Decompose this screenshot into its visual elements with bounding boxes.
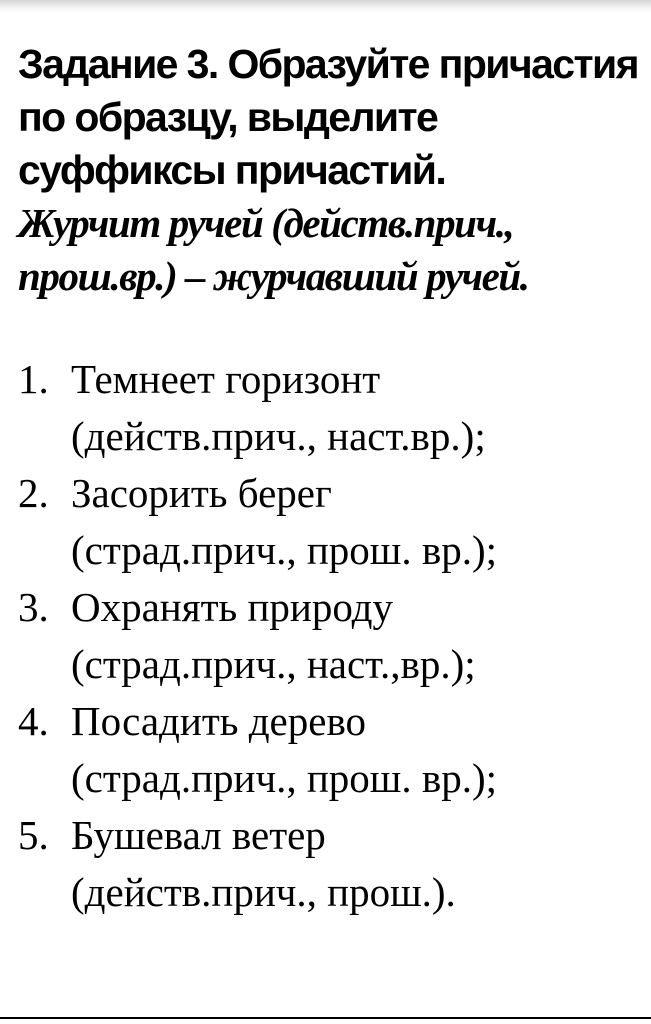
item-number: 1. [18,356,49,402]
list-item [18,579,643,693]
item-number: 2. [18,470,49,516]
item-note: (страд.прич., прош. вр.); [71,527,497,573]
item-text: Бушевал ветер [71,812,326,858]
item-number: 4. [18,698,49,744]
bottom-divider [0,1017,651,1019]
task-list [18,351,643,921]
item-note: (действ.прич., прош.). [71,869,456,915]
item-note: (страд.прич., наст.,вр.); [71,641,476,687]
list-item [18,693,643,807]
item-text: Охранять природу [71,584,394,630]
item-text: Посадить дерево [71,698,367,744]
item-number: 5. [18,812,49,858]
example-text: Журчит ручей (действ.прич., прош.вр.) – журчавший ручей. [18,200,529,299]
item-note: (страд.прич., прош. вр.); [71,755,497,801]
item-note: (действ.прич., наст.вр.); [71,413,486,459]
item-number: 3. [18,584,49,630]
task-content [18,38,643,921]
list-item [18,351,643,465]
list-item [18,807,643,921]
list-item [18,465,643,579]
task-title: Задание 3. Образуйте причастия по образцу, выделите суффиксы причастий. [18,41,638,193]
top-shadow [0,0,651,12]
item-text: Темнеет горизонт [71,356,381,402]
item-text: Засорить берег [71,470,332,516]
